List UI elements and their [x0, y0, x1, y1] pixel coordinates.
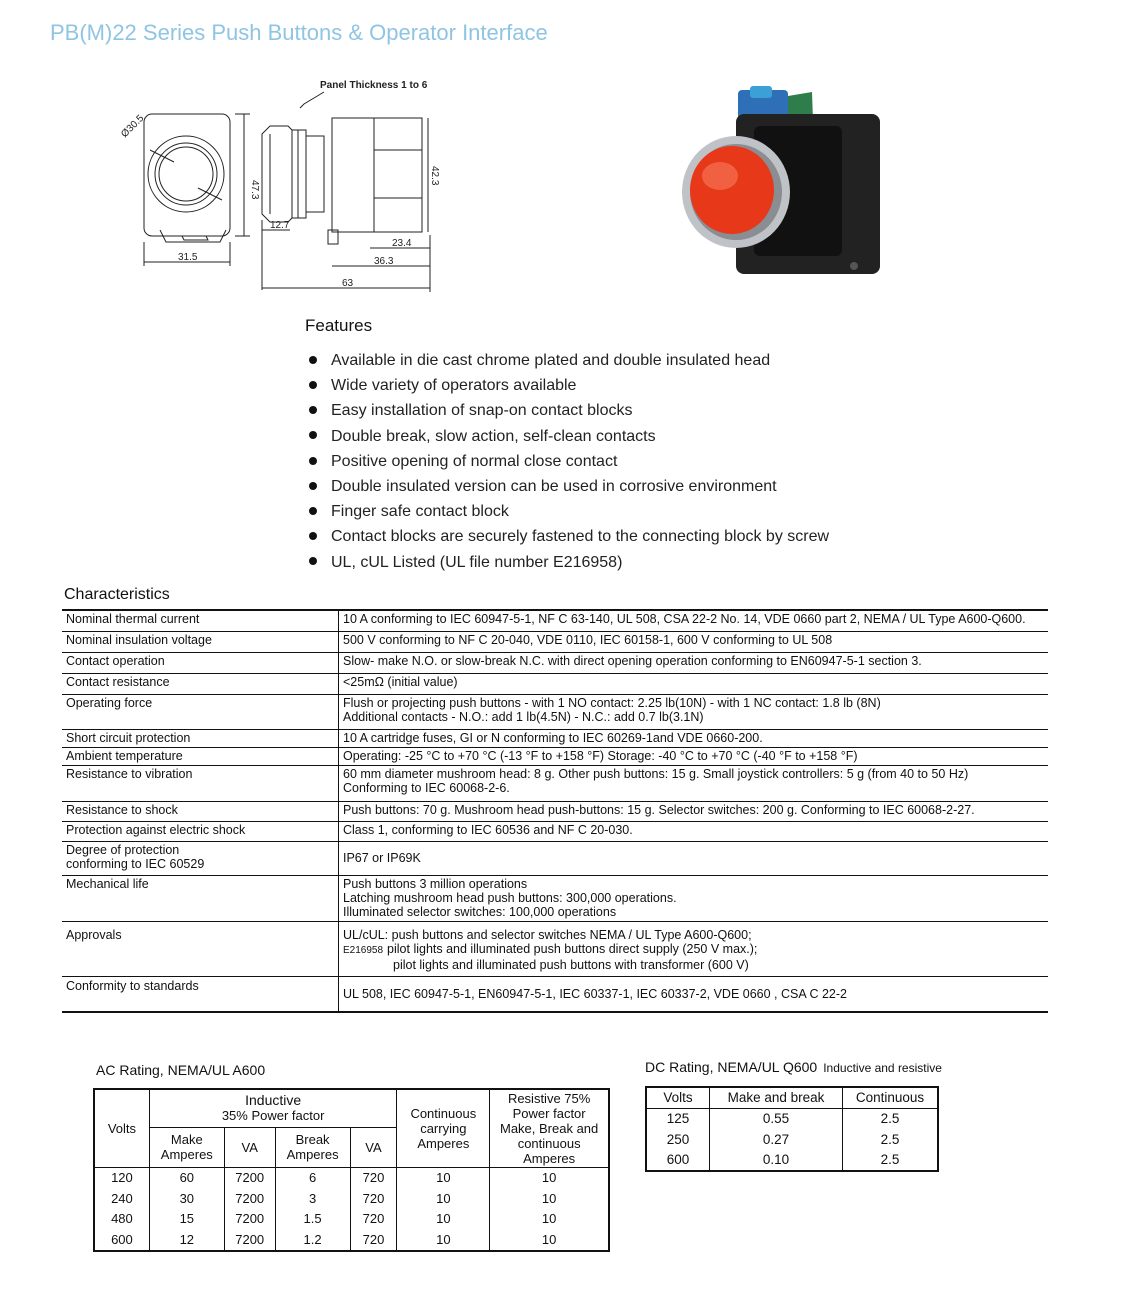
table-row: Resistance to shock Push buttons: 70 g. Mushroom head push-buttons: 15 g. Selector switches: 200 g. Conforming to IEC 60068-2-27.: [62, 801, 1048, 821]
table-row: 600 0.10 2.5: [646, 1150, 938, 1172]
column-header-volts: Volts: [646, 1087, 710, 1108]
dim-body-depth: 36.3: [374, 256, 394, 267]
table-row: Degree of protection conforming to IEC 60529 IP67 or IP69K: [62, 841, 1048, 875]
list-item: Finger safe contact block: [305, 501, 905, 526]
dc-rating-heading: DC Rating, NEMA/UL Q600 Inductive and resistive: [645, 1059, 942, 1075]
bullet-icon: [309, 557, 317, 565]
dim-contact-depth: 23.4: [392, 238, 412, 249]
table-row: Nominal insulation voltage 500 V conforming to NF C 20-040, VDE 0110, IEC 60158-1, 600 V conforming to UL 508: [62, 631, 1048, 652]
dc-rating-subheading: Inductive and resistive: [823, 1061, 942, 1075]
table-row: Protection against electric shock Class 1, conforming to IEC 60536 and NF C 20-030.: [62, 821, 1048, 841]
column-header-make-break: Make and break: [710, 1087, 843, 1108]
table-row: 600 12 7200 1.2 720 10 10: [94, 1229, 609, 1251]
characteristics-heading: Characteristics: [64, 586, 170, 603]
page-title: PB(M)22 Series Push Buttons & Operator Interface: [50, 20, 548, 45]
ac-rating-heading: AC Rating, NEMA/UL A600: [96, 1062, 266, 1078]
table-row: 125 0.55 2.5: [646, 1108, 938, 1129]
dim-height: 47.3: [249, 180, 260, 200]
features-heading: Features: [305, 316, 373, 335]
ac-rating-table: Volts Inductive 35% Power factor Continuous carrying Amperes Resistive 75% Power factor Make, Break and continuous Amperes Make Amperes VA Break Amperes VA 120 60 7200 6 720 10 10 240 30 7200 3 720 10 10 480 15 7200 1.5 720 10 10 600 12 7200 1.2 720 10 10: [93, 1088, 610, 1252]
table-row: 120 60 7200 6 720 10 10: [94, 1167, 609, 1188]
table-row: Approvals UL/cUL: push buttons and selector switches NEMA / UL Type A600-Q600; E216958 pilot lights and illuminated push buttons direct supply (250 V max.); pilot lights and illuminated push buttons with transformer (600 V): [62, 921, 1048, 976]
table-row: Contact operation Slow- make N.O. or slow-break N.C. with direct opening operation conforming to EN60947-5-1 section 3.: [62, 652, 1048, 673]
dc-rating-table: [645, 1086, 939, 1172]
characteristics-table: [62, 609, 1048, 1013]
bullet-icon: [309, 482, 317, 490]
table-row: 480 15 7200 1.5 720 10 10: [94, 1209, 609, 1230]
dim-body-height: 42.3: [429, 166, 440, 186]
column-header-inductive: Inductive 35% Power factor: [149, 1089, 397, 1127]
table-row: 240 30 7200 3 720 10 10: [94, 1188, 609, 1209]
bullet-icon: [309, 381, 317, 389]
push-button-photo: [680, 80, 890, 280]
column-header-continuous: Continuous carrying Amperes: [397, 1089, 490, 1167]
side-view-contact-body: [332, 118, 374, 232]
table-row: Mechanical life Push buttons 3 million operations Latching mushroom head push buttons: 300,000 operations. Illuminated selector switches: 100,000 operations: [62, 875, 1048, 921]
list-item: Contact blocks are securely fastened to the connecting block by screw: [305, 526, 905, 551]
bullet-icon: [309, 356, 317, 364]
dim-total-depth: 63: [342, 278, 354, 289]
bullet-icon: [309, 532, 317, 540]
dimension-drawing: [110, 70, 480, 295]
dim-head-depth: 12.7: [270, 220, 290, 231]
bullet-icon: [309, 507, 317, 515]
list-item: Available in die cast chrome plated and double insulated head: [305, 350, 905, 375]
list-item: Wide variety of operators available: [305, 375, 905, 400]
red-button-cap: [690, 146, 774, 234]
list-item: Double insulated version can be used in corrosive environment: [305, 476, 905, 501]
column-header-resistive: Resistive 75% Power factor Make, Break and continuous Amperes: [490, 1089, 609, 1167]
table-row: Conformity to standards UL 508, IEC 60947-5-1, EN60947-5-1, IEC 60337-1, IEC 60337-2, VDE 0660 , CSA C 22-2: [62, 976, 1048, 1012]
panel-thickness-label: Panel Thickness 1 to 6: [320, 80, 428, 91]
table-row: Nominal thermal current 10 A conforming to IEC 60947-5-1, NF C 63-140, UL 508, CSA 22-2 No. 14, VDE 0660 part 2, NEMA / UL Type A600-Q600.: [62, 610, 1048, 631]
bullet-icon: [309, 406, 317, 414]
table-row: Resistance to vibration 60 mm diameter mushroom head: 8 g. Other push buttons: 15 g. Small joystick controllers: 5 g (from 40 to 50 Hz) Conforming to IEC 60068-2-6.: [62, 765, 1048, 801]
column-header-volts: Volts: [94, 1089, 149, 1167]
dim-diameter: Ø30.5: [119, 112, 147, 141]
list-item: Double break, slow action, self-clean contacts: [305, 426, 905, 451]
table-row: Ambient temperature Operating: -25 °C to +70 °C (-13 °F to +158 °F) Storage: -40 °C to +70 °C (-40 °F to +158 °F): [62, 747, 1048, 765]
bullet-icon: [309, 457, 317, 465]
list-item: Easy installation of snap-on contact blocks: [305, 400, 905, 425]
table-row: Short circuit protection 10 A cartridge fuses, GI or N conforming to IEC 60269-1and VDE 0660-200.: [62, 729, 1048, 747]
list-item: UL, cUL Listed (UL file number E216958): [305, 552, 905, 577]
features-list: [305, 350, 905, 577]
dim-width: 31.5: [178, 252, 198, 263]
side-view-head: [262, 126, 292, 222]
table-row: Contact resistance <25mΩ (initial value): [62, 673, 1048, 694]
bullet-icon: [309, 431, 317, 439]
table-row: Operating force Flush or projecting push buttons - with 1 NO contact: 2.25 lb(10N) - with 1 NC contact: 1.8 lb (8N) Additional contacts - N.O.: add 1 lb(4.5N) - N.C.: add 0.7 lb(3.1N): [62, 694, 1048, 729]
list-item: Positive opening of normal close contact: [305, 451, 905, 476]
column-header-continuous: Continuous: [843, 1087, 939, 1108]
panel-leader: [300, 92, 324, 108]
table-row: 250 0.27 2.5: [646, 1129, 938, 1150]
